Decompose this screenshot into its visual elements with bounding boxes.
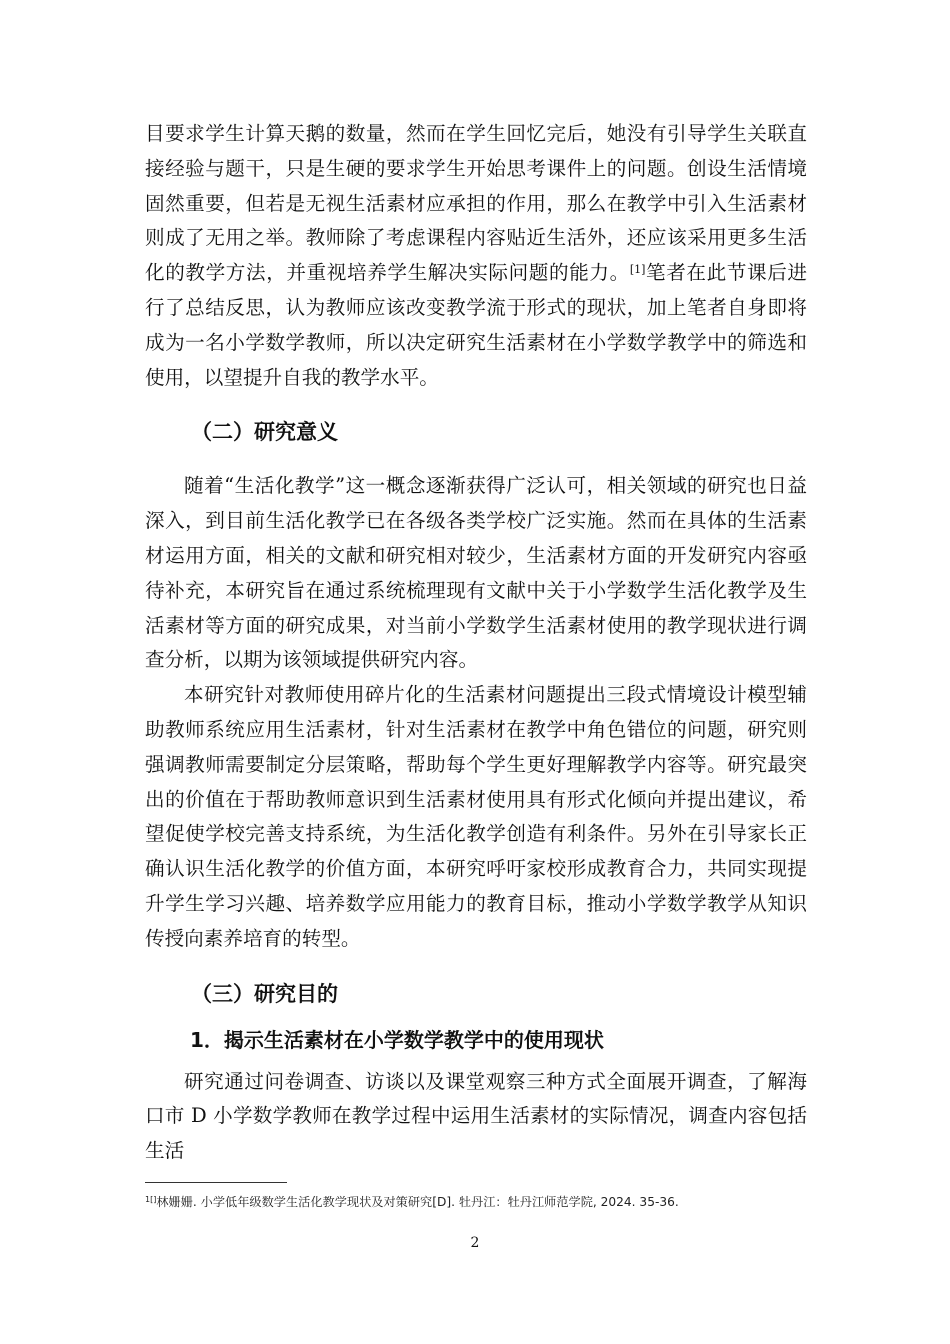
page-number: 2 [470, 1235, 480, 1251]
intro-text-after-ref: 笔者在此节课后进行了总结反思，认为教师应该改变教学流于形式的现状，加上笔者自身即将成为一名小学数学教师，所以决定研究生活素材在小学数学教学中的筛选和使用，以望提升自我的教学水平。 [145, 261, 808, 389]
intro-text-before-ref: 目要求学生计算天鹅的数量，然而在学生回忆完后，她没有引导学生关联直接经验与题干，只是生硬的要求学生开始思考课件上的问题。创设生活情境固然重要，但若是无视生活素材应承担的作用，那么在教学中引入生活素材则成了无用之举。教师除了考虑课程内容贴近生活外，还应该采用更多生活化的教学方法，并重视培养学生解决实际问题的能力。 [145, 122, 807, 285]
footnote [145, 1193, 807, 1211]
body-text [145, 117, 807, 1169]
footnote-mark: 1 [145, 1195, 151, 1204]
footnote-separator [145, 1182, 287, 1183]
significance-paragraph-1: 随着“生活化教学”这一概念逐渐获得广泛认可，相关领域的研究也日益深入，到目前生活化教学已在各级各类学校广泛实施。然而在具体的生活素材运用方面，相关的文献和研究相对较少，生活素材方面的开发研究内容亟待补充，本研究旨在通过系统梳理现有文献中关于小学数学生活化教学及生活素材等方面的研究成果，对当前小学数学生活素材使用的教学现状进行调查分析，以期为该领域提供研究内容。 [145, 474, 807, 672]
significance-paragraph-2: 本研究针对教师使用碎片化的生活素材问题提出三段式情境设计模型辅助教师系统应用生活素材，针对生活素材在教学中角色错位的问题，研究则强调教师需要制定分层策略，帮助每个学生更好理解教学内容等。研究最突出的价值在于帮助教师意识到生活素材使用具有形式化倾向并提出建议，希望促使学校完善支持系统，为生活化教学创造有利条件。另外在引导家长正确认识生活化教学的价值方面，本研究呼吁家校形成教育合力，共同实现提升学生学习兴趣、培养数学应用能力的教育目标，推动小学数学教学从知识传授向素养培育的转型。 [145, 683, 807, 950]
intro-paragraph [145, 117, 807, 395]
purpose-paragraph-1: 研究通过问卷调查、访谈以及课堂观察三种方式全面展开调查，了解海口市 D 小学数学教师在教学过程中运用生活素材的实际情况，调查内容包括生活 [145, 1069, 807, 1163]
subsection-heading-usage-status: 1．揭示生活素材在小学数学教学中的使用现状 [190, 1027, 604, 1052]
citation-ref-1[interactable]: [1] [629, 263, 646, 277]
section-heading-purpose: （三）研究目的 [191, 981, 338, 1006]
section-heading-significance: （二）研究意义 [191, 420, 338, 445]
footnote-bracket: [] [150, 1195, 157, 1204]
footnote-text: 林姗姗. 小学低年级数学生活化教学现状及对策研究[D]. 牡丹江：牡丹江师范学院, 2024. 35-36. [156, 1195, 679, 1209]
